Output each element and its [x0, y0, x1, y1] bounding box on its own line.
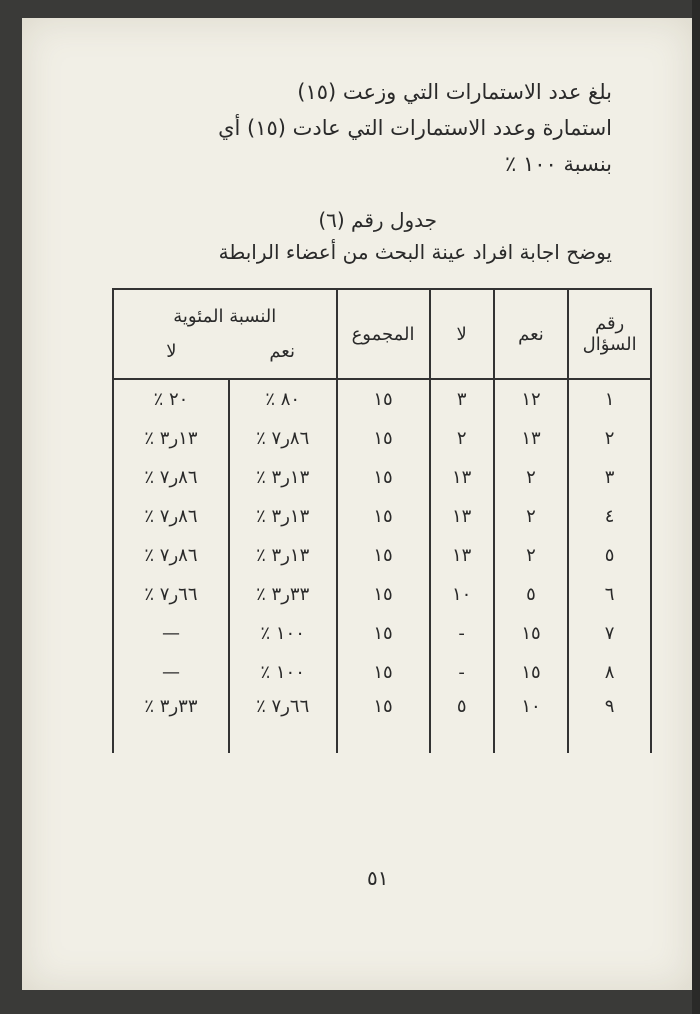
- cell-yes: ١٢: [494, 379, 568, 419]
- cell-pct-yes: ١٠٠ ٪: [229, 614, 337, 653]
- table-row: [113, 575, 651, 614]
- table-row: [113, 379, 651, 419]
- cell-pct-no: ٨٦ر٧ ٪: [113, 497, 229, 536]
- table-title: جدول رقم (٦): [318, 208, 437, 232]
- cell-yes: ٢: [494, 536, 568, 575]
- cell-q: ٣: [568, 458, 651, 497]
- header-total: المجموع: [337, 289, 430, 379]
- cell-total: ١٥: [337, 653, 430, 692]
- cell-pct-yes: ٨٦ر٧ ٪: [229, 419, 337, 458]
- table-subtitle: يوضح اجابة افراد عينة البحث من أعضاء الرابطة: [218, 240, 612, 264]
- cell-yes: ١٥: [494, 653, 568, 692]
- table-header-row: [113, 289, 651, 379]
- header-question-no: [568, 289, 651, 379]
- cell-no: ٥: [430, 692, 494, 753]
- cell-total: ١٥: [337, 536, 430, 575]
- cell-total: ١٥: [337, 614, 430, 653]
- cell-total: ١٥: [337, 692, 430, 753]
- cell-yes: ٢: [494, 458, 568, 497]
- cell-total: ١٥: [337, 419, 430, 458]
- cell-no: ٢: [430, 419, 494, 458]
- cell-pct-no: ٦٦ر٧ ٪: [113, 575, 229, 614]
- header-percentage: [113, 289, 337, 379]
- cell-yes: ٢: [494, 497, 568, 536]
- cell-no: ٣: [430, 379, 494, 419]
- header-no: لا: [430, 289, 494, 379]
- cell-no: -: [430, 653, 494, 692]
- cell-yes: ١٣: [494, 419, 568, 458]
- cell-pct-yes: ٨٠ ٪: [229, 379, 337, 419]
- cell-pct-yes: ١٠٠ ٪: [229, 653, 337, 692]
- header-question-no-line1: رقم: [594, 313, 625, 334]
- table-row: [113, 458, 651, 497]
- cell-no: ١٣: [430, 536, 494, 575]
- table-row: [113, 653, 651, 692]
- cell-q: ٤: [568, 497, 651, 536]
- cell-pct-yes: ١٣ر٣ ٪: [229, 458, 337, 497]
- cell-pct-no: ٨٦ر٧ ٪: [113, 458, 229, 497]
- cell-no: -: [430, 614, 494, 653]
- cell-yes: ٥: [494, 575, 568, 614]
- cell-total: ١٥: [337, 497, 430, 536]
- page-edge-shadow: [692, 0, 700, 1014]
- cell-pct-no: ٨٦ر٧ ٪: [113, 536, 229, 575]
- cell-q: ٢: [568, 419, 651, 458]
- header-pct-yes: نعم: [269, 341, 296, 362]
- cell-q: ٩: [568, 692, 651, 753]
- cell-yes: ١٠: [494, 692, 568, 753]
- table-row: [113, 497, 651, 536]
- cell-pct-no: —: [113, 653, 229, 692]
- cell-pct-no: ٣٣ر٣ ٪: [113, 692, 229, 753]
- paragraph-line-1: بلغ عدد الاستمارات التي وزعت (١٥): [297, 80, 612, 104]
- cell-no: ١٣: [430, 458, 494, 497]
- responses-table: [112, 288, 652, 753]
- cell-pct-no: ١٣ر٣ ٪: [113, 419, 229, 458]
- cell-pct-no: ٢٠ ٪: [113, 379, 229, 419]
- header-percentage-label: النسبة المئوية: [173, 306, 277, 327]
- document-page: [22, 18, 692, 990]
- cell-pct-yes: ١٣ر٣ ٪: [229, 497, 337, 536]
- cell-no: ١٠: [430, 575, 494, 614]
- table-row: [113, 536, 651, 575]
- cell-q: ٧: [568, 614, 651, 653]
- page-number: ٥١: [367, 866, 389, 890]
- cell-q: ٥: [568, 536, 651, 575]
- cell-total: ١٥: [337, 379, 430, 419]
- paragraph-line-3: بنسبة ١٠٠ ٪: [505, 152, 612, 176]
- cell-pct-no: —: [113, 614, 229, 653]
- cell-total: ١٥: [337, 575, 430, 614]
- paragraph-line-2: استمارة وعدد الاستمارات التي عادت (١٥) أي: [218, 116, 612, 140]
- header-question-no-line2: السؤال: [582, 334, 637, 355]
- header-pct-no: لا: [166, 341, 177, 362]
- table-row: [113, 419, 651, 458]
- table-row: [113, 614, 651, 653]
- cell-yes: ١٥: [494, 614, 568, 653]
- cell-pct-yes: ٣٣ر٣ ٪: [229, 575, 337, 614]
- table-row: [113, 692, 651, 753]
- cell-pct-yes: ١٣ر٣ ٪: [229, 536, 337, 575]
- cell-total: ١٥: [337, 458, 430, 497]
- cell-q: ٨: [568, 653, 651, 692]
- cell-no: ١٣: [430, 497, 494, 536]
- cell-pct-yes: ٦٦ر٧ ٪: [229, 692, 337, 753]
- header-yes: نعم: [494, 289, 568, 379]
- cell-q: ٦: [568, 575, 651, 614]
- cell-q: ١: [568, 379, 651, 419]
